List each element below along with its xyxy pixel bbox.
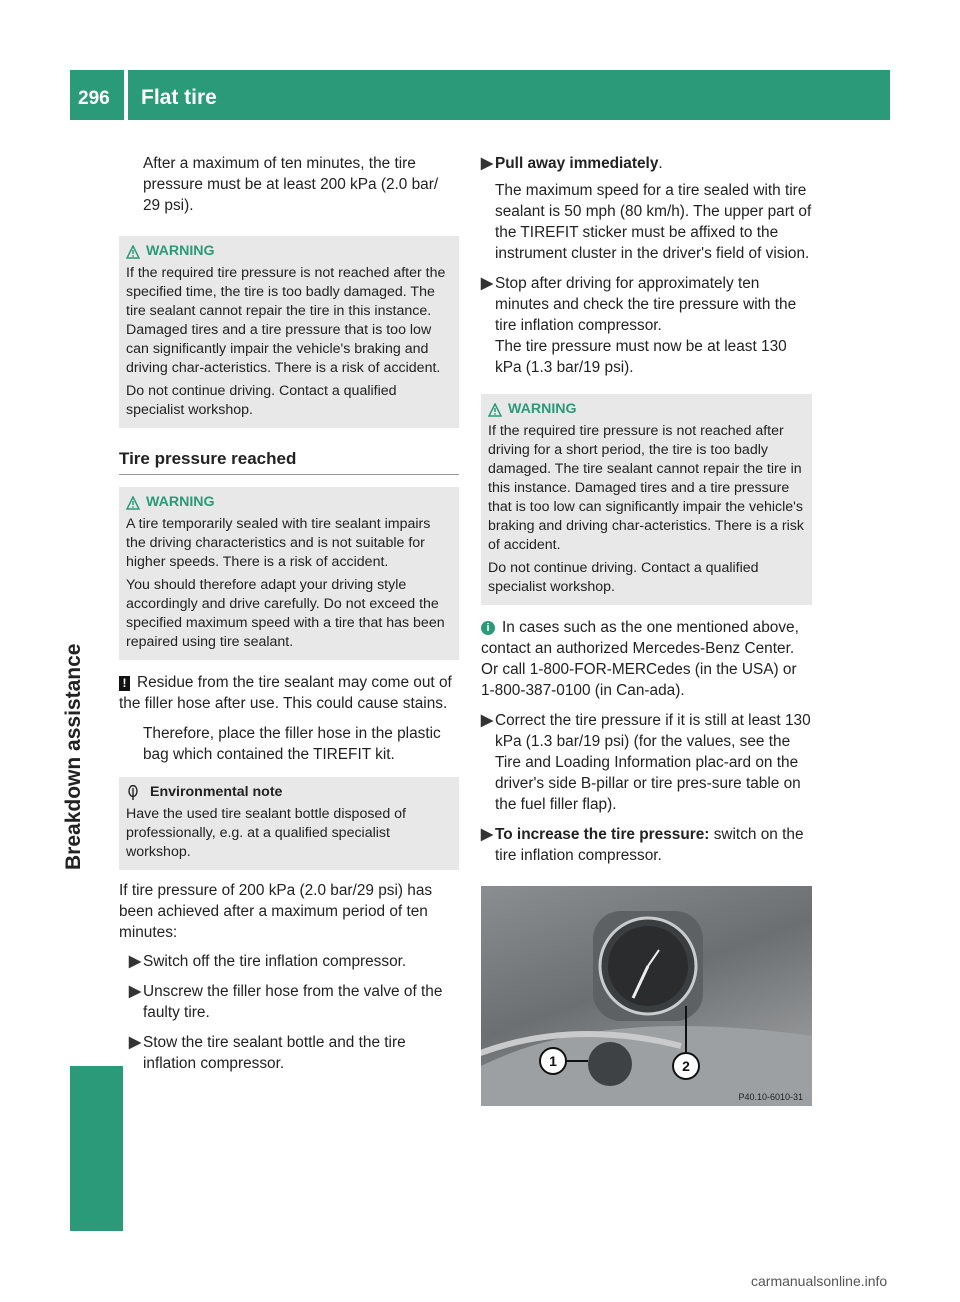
environment-text: Have the used tire sealant bottle disposed of professionally, e.g. at a qualified specialist workshop. — [126, 806, 406, 860]
exclamation-icon: ! — [119, 676, 130, 691]
warning-icon — [126, 496, 140, 510]
warning-icon — [126, 245, 140, 259]
step-text: The tire pressure must now be at least 130 kPa (1.3 bar/19 psi). — [495, 338, 787, 376]
step-arrow-icon: ▶ — [129, 983, 141, 1000]
leaf-icon — [126, 785, 140, 801]
warning-heading — [488, 400, 804, 419]
warning-text: You should therefore adapt your driving style accordingly and drive carefully. Do not exceed the specified maximum speed with a tire that has been repaired using tire sealant. — [126, 577, 445, 650]
section-heading: Tire pressure reached — [119, 448, 459, 475]
side-label: Breakdown assistance — [62, 643, 85, 870]
step-arrow-icon: ▶ — [481, 712, 493, 729]
step-arrow-icon: ▶ — [481, 826, 493, 843]
warning-heading — [126, 242, 451, 261]
callout-1: 1 — [549, 1053, 557, 1069]
warning-label: WARNING — [146, 494, 215, 510]
warning-heading — [126, 493, 451, 512]
warning-text: Do not continue driving. Contact a qualified specialist workshop. — [488, 560, 759, 595]
environment-note-box — [119, 777, 459, 870]
warning-box-2 — [119, 487, 459, 660]
step-text: The maximum speed for a tire sealed with tire sealant is 50 mph (80 km/h). The upper part of the TIREFIT sticker must be affixed to the instrument cluster in the driver's field of vision. — [495, 182, 812, 262]
watermark: carmanualsonline.info — [751, 1273, 888, 1289]
warning-label: WARNING — [508, 401, 577, 417]
figure-code: P40.10-6010-31 — [738, 1092, 803, 1102]
list-item: ▶ Pull away immediately. — [481, 155, 663, 172]
step-arrow-icon: ▶ — [481, 155, 493, 172]
notice-block — [119, 672, 459, 765]
condition-text: If tire pressure of 200 kPa (2.0 bar/29 psi) has been achieved after a maximum period of ten minutes: — [119, 882, 433, 941]
warning-box-3 — [481, 394, 812, 605]
step-arrow-icon: ▶ — [129, 953, 141, 970]
warning-text: A tire temporarily sealed with tire sealant impairs the driving characteristics and is not suitable for higher speeds. There is a risk of accident. — [126, 516, 431, 570]
section-title: Flat tire — [141, 86, 217, 109]
warning-text: If the required tire pressure is not reached after driving for a short period, the tire is too badly damaged. The tire sealant cannot repair the tire in this instance. Damaged tires and a tire pressure that is too low can significantly impair the vehicle's braking and driving char-acteristics. There is a risk of accident. — [488, 423, 804, 553]
list-item: ▶ Unscrew the filler hose from the valve of the faulty tire. — [129, 983, 443, 1021]
environment-heading — [126, 783, 451, 802]
info-text: i In cases such as the one mentioned above, contact an authorized Mercedes-Benz Center. Or call 1-800-FOR-MERCedes (in the USA) or 1-800-387-0100 (in Can-ada). — [481, 619, 799, 699]
warning-text: Do not continue driving. Contact a qualified specialist workshop. — [126, 383, 397, 418]
notice-text: Therefore, place the filler hose in the plastic bag which contained the TIREFIT kit. — [143, 725, 441, 763]
callout-2: 2 — [682, 1058, 690, 1074]
step-arrow-icon: ▶ — [481, 275, 493, 292]
list-item: ▶ Correct the tire pressure if it is still at least 130 kPa (1.3 bar/19 psi) (for the values, see the Tire and Loading Information plac-ard on the driver's side B-pillar or tire pres-sure table on the fuel filler flap). — [481, 712, 811, 813]
compressor-figure — [481, 886, 812, 1106]
list-item: ▶ To increase the tire pressure: switch on the tire inflation compressor. — [481, 826, 804, 864]
intro-text: After a maximum of ten minutes, the tire pressure must be at least 200 kPa (2.0 bar/ 29 psi). — [143, 155, 439, 214]
left-column — [119, 153, 459, 1074]
warning-text: If the required tire pressure is not reached after the specified time, the tire is too badly damaged. The tire sealant cannot repair the tire in this instance. Damaged tires and a tire pressure that is too low can significantly impair the vehicle's braking and driving char-acteristics. There is a risk of accident. — [126, 265, 446, 376]
page-number: 296 — [78, 88, 110, 109]
info-icon: i — [481, 621, 495, 635]
notice-text: ! Residue from the tire sealant may come out of the filler hose after use. This could cause stains. — [119, 674, 452, 712]
warning-icon — [488, 403, 502, 417]
warning-label: WARNING — [146, 243, 215, 259]
list-item: ▶ Stop after driving for approximately ten minutes and check the tire pressure with the tire inflation compressor. — [481, 275, 797, 334]
environment-title: Environmental note — [150, 784, 283, 800]
step-arrow-icon: ▶ — [129, 1034, 141, 1051]
list-item: ▶ Stow the tire sealant bottle and the tire inflation compressor. — [129, 1034, 406, 1072]
compressor-illustration — [481, 886, 812, 1106]
right-column — [481, 153, 812, 1106]
warning-box-1 — [119, 236, 459, 428]
side-tab-block — [70, 1066, 123, 1231]
list-item: ▶ Switch off the tire inflation compressor. — [129, 953, 407, 970]
header-divider — [124, 70, 128, 120]
